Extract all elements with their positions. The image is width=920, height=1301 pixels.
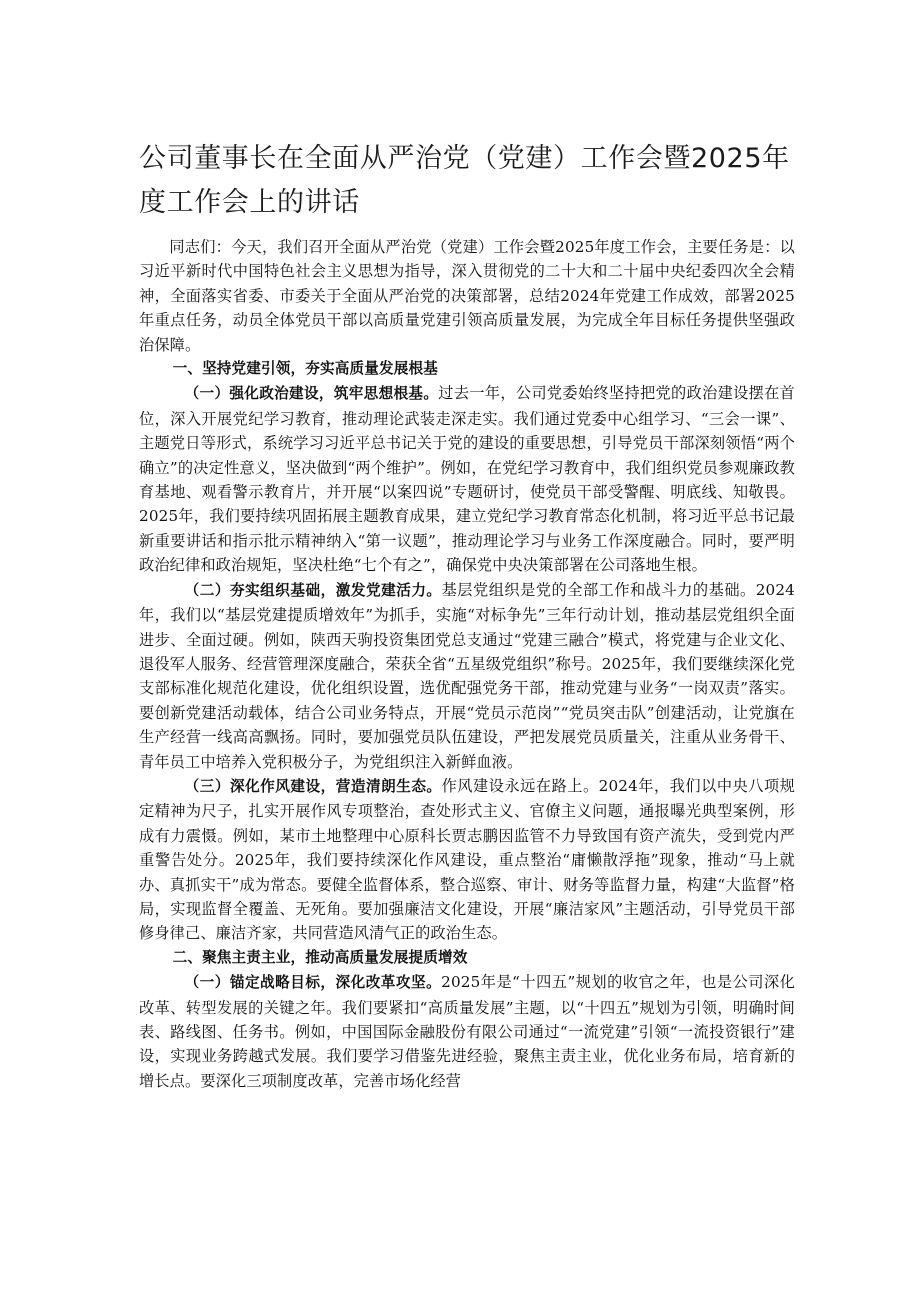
paragraph-text: 基层党组织是党的全部工作和战斗力的基础。2024年，我们以“基层党建提质增效年”为抓手，实施“对标争先”三年行动计划，推动基层党组织全面进步、全面过硬。例如，陕西天驹投资集团党总支通过“党建三融合”模式，将党建与企业文化、退役军人服务、经营管理深度融合，荣获全省“五星级党组织”称号。2025年，我们要继续深化党支部标准化规范化建设，优化组织设置，选优配强党务干部，推动党建与业务“一岗双责”落实。要创新党建活动载体，结合公司业务特点，开展“党员示范岗”“党员突击队”创建活动，让党旗在生产经营一线高高飘扬。同时，要加强党员队伍建设，严把发展党员质量关，注重从业务骨干、青年员工中培养入党积极分子，为党组织注入新鲜血液。	[139, 580, 795, 771]
paragraph-text: 2025年是“十四五”规划的收官之年，也是公司深化改革、转型发展的关键之年。我们要紧扣“高质量发展”主题，以“十四五”规划为引领，明确时间表、路线图、任务书。例如，中国国际金融股份有限公司通过“一流党建”引领“一流投资银行”建设，实现业务跨越式发展。我们要学习借鉴先进经验，聚焦主责主业，优化业务布局，培育新的增长点。要深化三项制度改革，完善市场化经营	[139, 973, 795, 1090]
paragraph-lead: （一）强化政治建设，筑牢思想根基。	[184, 385, 439, 403]
section-heading-1: 一、坚持党建引领，夯实高质量发展根基	[172, 360, 438, 378]
intro-paragraph: 同志们：今天，我们召开全面从严治党（党建）工作会暨2025年度工作会，主要任务是：以习近平新时代中国特色社会主义思想为指导，深入贯彻党的二十大和二十届中央纪委四次全会精神，全面落实省委、市委关于全面从严治党的决策部署，总结2024年党建工作成效，部署2025年重点任务，动员全体党员干部以高质量党建引领高质量发展，为完成全年目标任务提供坚强政治保障。	[139, 238, 795, 354]
section-heading-2: 二、聚焦主责主业，推动高质量发展提质增效	[172, 948, 468, 966]
paragraph-1-2	[139, 578, 795, 774]
paragraph-lead: （一）锚定战略目标，深化改革攻坚。	[184, 974, 442, 992]
paragraph-text: 作风建设永远在路上。2024年，我们以中央八项规定精神为尺子，扎实开展作风专项整治，查处形式主义、官僚主义问题，通报曝光典型案例，形成有力震慑。例如，某市土地整理中心原科长贾志鹏因监管不力导致国有资产流失，受到党内严重警告处分。2025年，我们要持续深化作风建设，重点整治“庸懒散浮拖”现象，推动“马上就办、真抓实干”成为常态。要健全监督体系，整合巡察、审计、财务等监督力量，构建“大监督”格局，实现监督全覆盖、无死角。要加强廉洁文化建设，开展“廉洁家风”主题活动，引导党员干部修身律己、廉洁齐家，共同营造风清气正的政治生态。	[139, 776, 795, 943]
paragraph-1-1	[139, 381, 795, 577]
paragraph-lead: （二）夯实组织基础，激发党建活力。	[184, 581, 442, 599]
document-body	[139, 235, 795, 1093]
paragraph-1-3	[139, 774, 795, 946]
paragraph-lead: （三）深化作风建设，营造清朗生态。	[184, 777, 442, 795]
paragraph-text: 过去一年，公司党委始终坚持把党的政治建设摆在首位，深入开展党纪学习教育，推动理论武装走深走实。我们通过党委中心组学习、“三会一课”、主题党日等形式，系统学习习近平总书记关于党的建设的重要思想，引导党员干部深刻领悟“两个确立”的决定性意义，坚决做到“两个维护”。例如，在党纪学习教育中，我们组织党员参观廉政教育基地、观看警示教育片，并开展“以案四说”专题研讨，使党员干部受警醒、明底线、知敬畏。2025年，我们要持续巩固拓展主题教育成果，建立党纪学习教育常态化机制，将习近平总书记最新重要讲话和指示批示精神纳入“第一议题”，推动理论学习与业务工作深度融合。同时，要严明政治纪律和政治规矩，坚决杜绝“七个有之”，确保党中央决策部署在公司落地生根。	[139, 384, 795, 575]
document-title: 公司董事长在全面从严治党（党建）工作会暨2025年度工作会上的讲话	[139, 143, 790, 218]
paragraph-2-1	[139, 970, 795, 1093]
